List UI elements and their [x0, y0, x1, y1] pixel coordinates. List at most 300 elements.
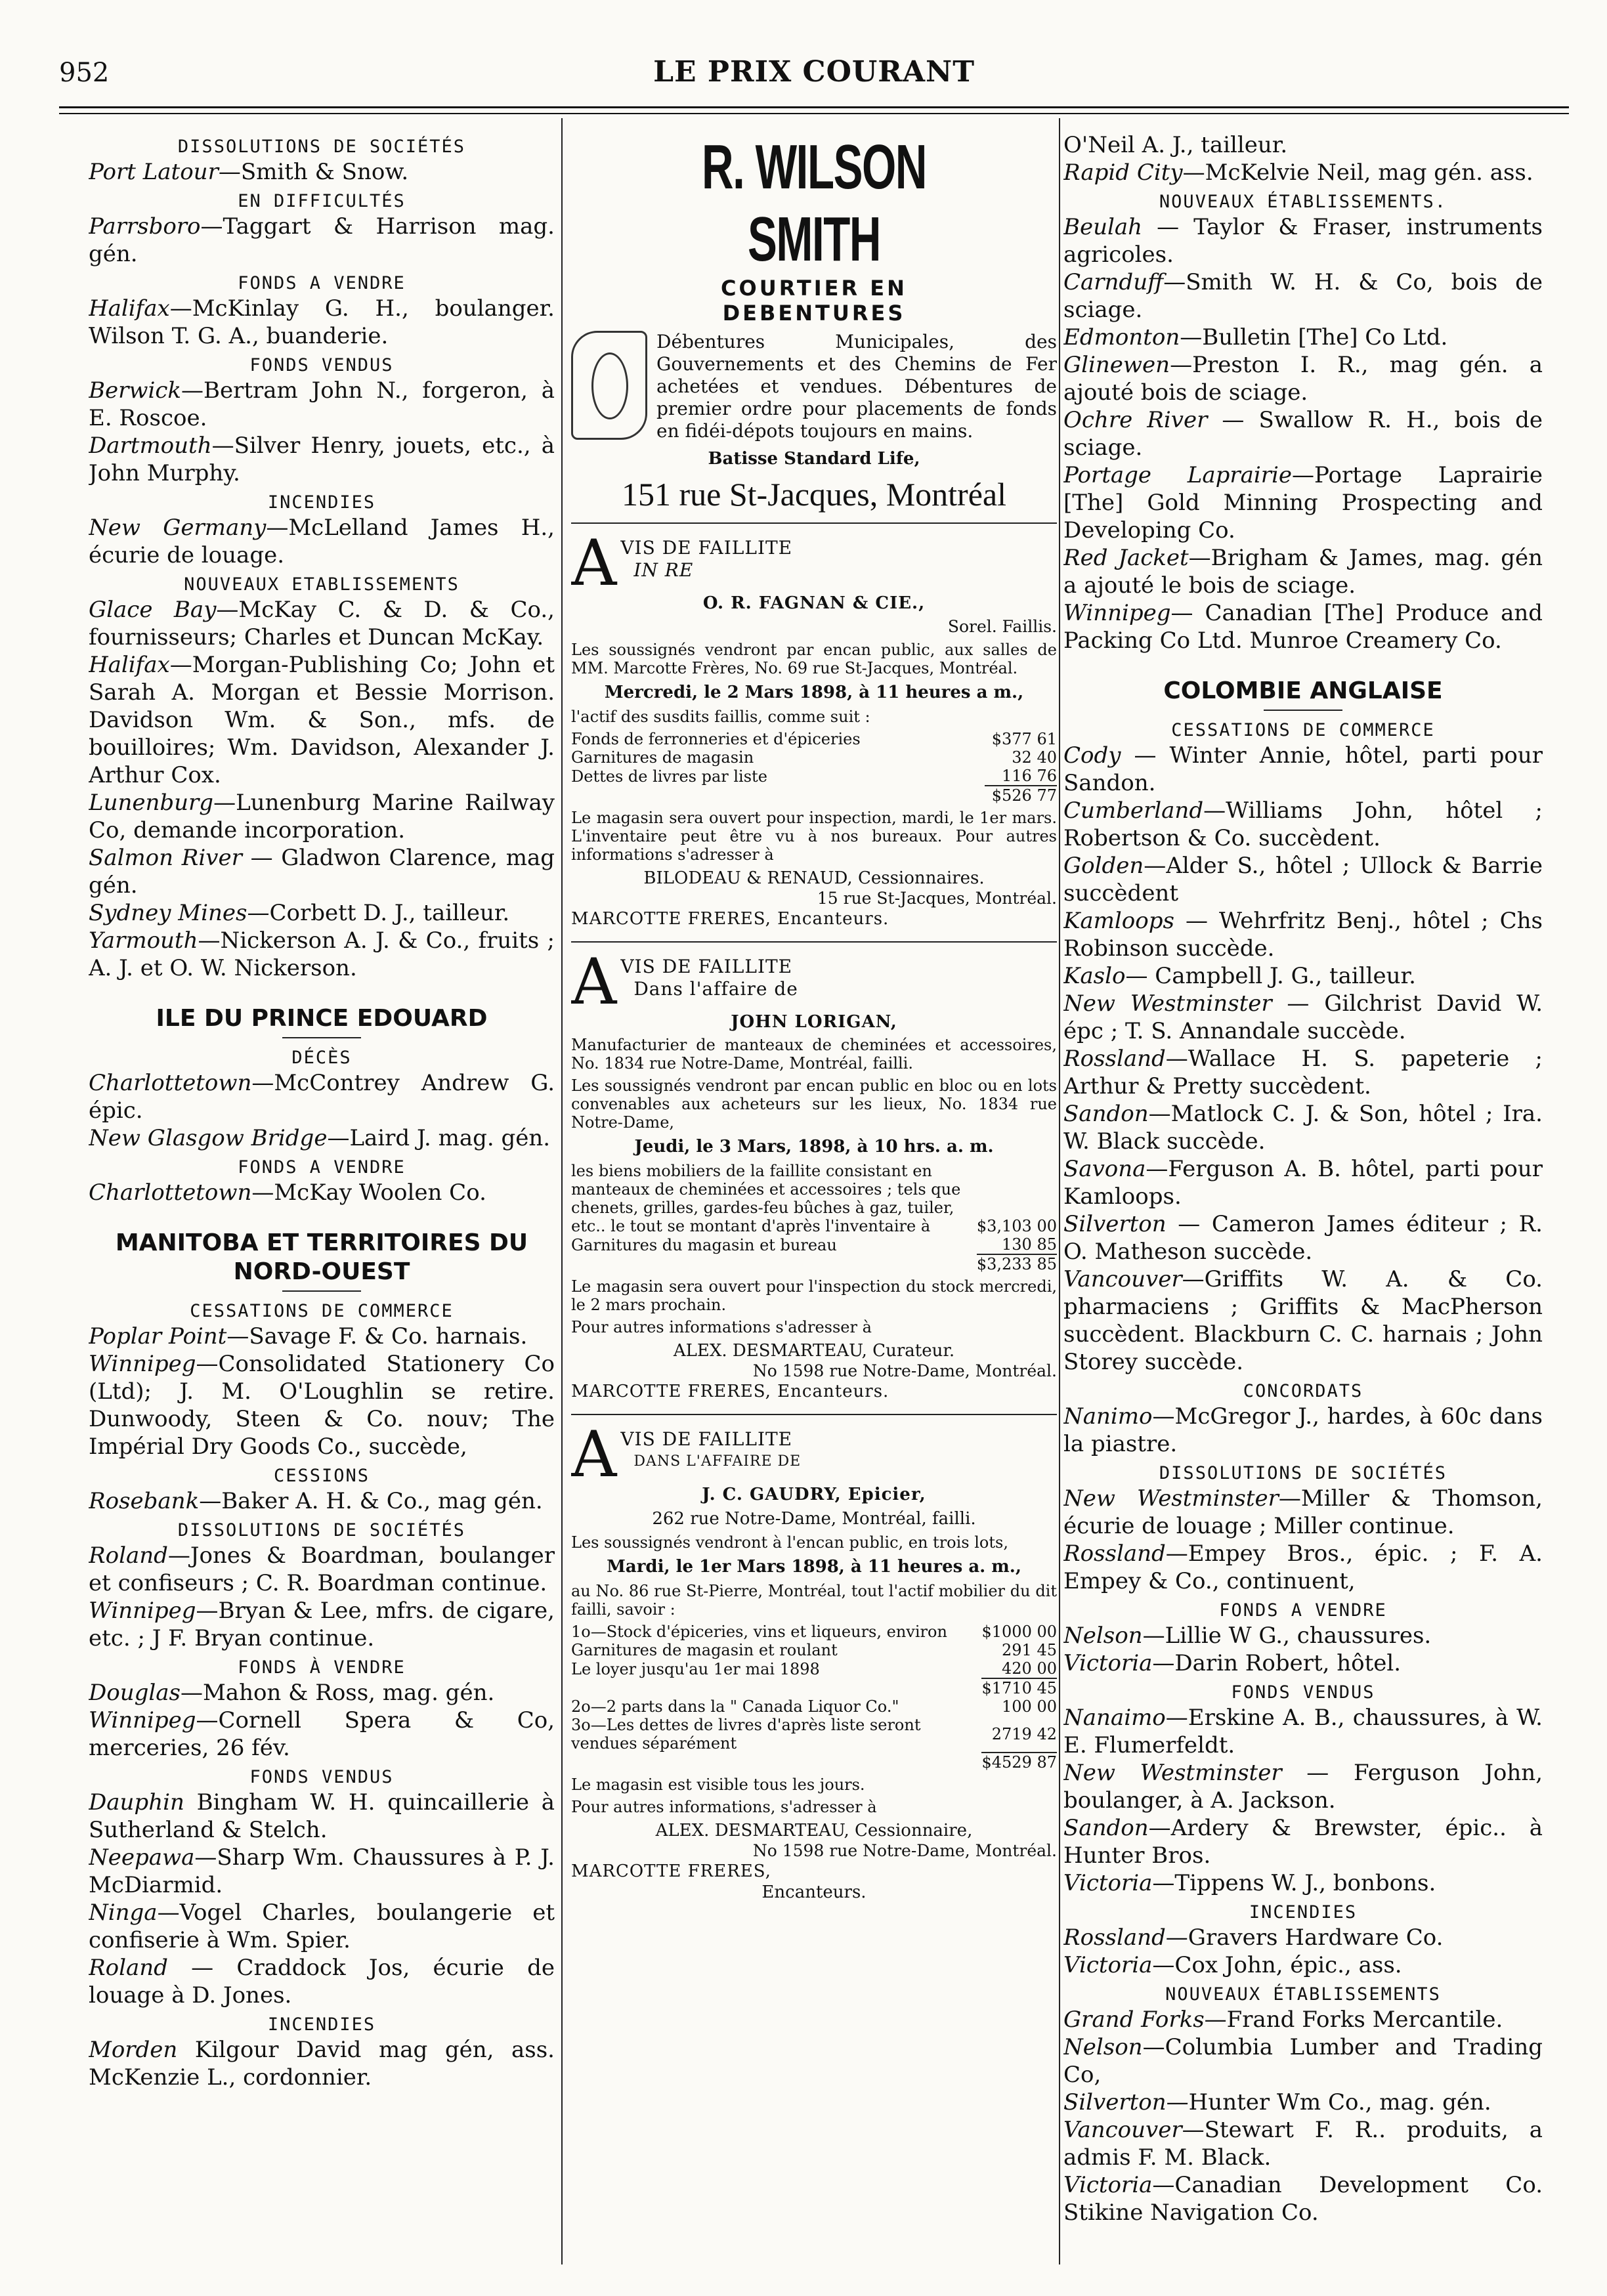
entry-text: —Jones & Boardman, boulanger et confiseurs ; C. R. Boardman continue. [89, 1542, 555, 1596]
place-name: Douglas [89, 1680, 181, 1706]
entry-text: —Corbett D. J., tailleur. [247, 900, 510, 926]
entry-text: —Morgan-Publishing Co; John et Sarah A. Morgan et Bessie Morrison. Davidson Wm. & Son., mfs. de bouilloires; Wm. Davidson, Alexander J. Arthur Cox. [89, 652, 555, 788]
notice-footer: Le magasin sera ouvert pour inspection, mardi, le 1er mars. L'inventaire peut être vu à nos bureaux. Pour autres informations s'adresser à [571, 809, 1057, 864]
listing-entry [1063, 962, 1543, 990]
notice-footer: Le magasin est visible tous les jours. [571, 1775, 865, 1794]
listing-entry [89, 432, 555, 487]
drop-cap: A [571, 1418, 617, 1491]
listing-entry [1063, 1869, 1543, 1897]
place-name: Kaslo [1063, 963, 1126, 989]
auctioneers-title: Encanteurs. [761, 1882, 867, 1902]
entry-text: —Alder S., hôtel ; Ullock & Barrie succèdent [1063, 853, 1543, 906]
ad-address: 151 rue St-Jacques, Montréal [622, 476, 1006, 513]
entry-text: — Wehrfritz Benj., hôtel ; Chs Robinson succède. [1063, 908, 1543, 962]
assignee: ALEX. DESMARTEAU, Cessionnaire, [655, 1821, 973, 1840]
ornament-logo-icon [571, 331, 647, 440]
ad-body-text: Débentures Municipales, des Gouvernements et des Chemins de Fer achetées et vendues. Débentures de premier ordre pour placements de fonds en fidéi-dépots toujours en mains. [656, 331, 1057, 442]
entry-text: — Gilchrist David W. épc ; T. S. Annandale succède. [1063, 990, 1543, 1044]
listing-entry [1063, 742, 1543, 797]
drop-cap: A [571, 945, 617, 1019]
section-caption: INCENDIES [267, 492, 376, 513]
entry-text: —McKelvie Neil, mag gén. ass. [1182, 159, 1533, 186]
place-name: Vancouver [1063, 2117, 1182, 2143]
place-name: Dartmouth [89, 433, 212, 459]
place-name: Sandon [1063, 1815, 1149, 1841]
listing-entry [89, 1487, 555, 1515]
notice-fagnan [571, 526, 1057, 943]
entry-text: —McKay C. & D. & Co., fournisseurs; Charles et Duncan McKay. [89, 597, 555, 650]
asset-label: 1o—Stock d'épiceries, vins et liqueurs, environ [571, 1623, 947, 1641]
place-name: New Westminster [1063, 990, 1272, 1017]
notice-footer-2: Pour autres informations, s'adresser à [571, 1798, 877, 1816]
header-rule [59, 106, 1569, 108]
notice-subheading: IN RE [633, 559, 694, 581]
entry-text: —Miller & Thomson, écurie de louage ; Miller continue. [1063, 1485, 1543, 1539]
entry-text: — Taylor & Fraser, instruments agricoles. [1063, 214, 1543, 268]
entry-text: —Griffits W. A. & Co. pharmaciens ; Griffits & MacPherson succèdent. Blackburn C. C. harnais ; John Storey succède. [1063, 1266, 1543, 1375]
listing-entry [89, 1179, 555, 1206]
place-name: Cody [1063, 742, 1121, 769]
listing-entry [1063, 1704, 1543, 1759]
notice-gaudry [571, 1418, 1057, 1915]
listing-entry [1063, 1759, 1543, 1814]
bankrupt-place: 262 rue Notre-Dame, Montréal, failli. [652, 1509, 976, 1529]
entry-text: —Gravers Hardware Co. [1165, 1924, 1444, 1951]
asset-value: 130 85 [1002, 1235, 1057, 1254]
section-caption: CESSATIONS DE COMMERCE [190, 1301, 454, 1321]
heading-rule [282, 1290, 361, 1292]
asset-value: 100 00 [1002, 1697, 1057, 1716]
listing-entry [1063, 1155, 1543, 1210]
entry-text: —Ardery & Brewster, épic.. à Hunter Bros. [1063, 1815, 1543, 1869]
entry-text: —Stewart F. R.. produits, a admis F. M. Black. [1063, 2117, 1543, 2171]
ad-subtitle-2: DEBENTURES [722, 301, 906, 326]
place-name: Rossland [1063, 1046, 1166, 1072]
entry-text: — Gladwon Clarence, mag gén. [89, 845, 555, 899]
place-name: Grand Forks [1063, 2007, 1205, 2033]
section-caption: DÉCÈS [291, 1048, 352, 1068]
listing-entry [89, 1597, 555, 1652]
listing-entry [1063, 1045, 1543, 1100]
listing-entry [1063, 544, 1543, 599]
section-caption: NOUVEAUX ETABLISSEMENTS [184, 574, 460, 595]
place-name: New Germany [89, 515, 267, 541]
asset-total: $3,233 85 [976, 1255, 1057, 1273]
listing-entry [1063, 159, 1543, 186]
place-name: Glace Bay [89, 597, 217, 623]
entry-text: —McKinlay G. H., boulanger. Wilson T. G. A., buanderie. [89, 295, 555, 349]
place-name: Kamloops [1063, 908, 1174, 934]
entry-text: —Lunenburg Marine Railway Co, demande incorporation. [89, 790, 555, 843]
entry-text: —McContrey Andrew G. épic. [89, 1070, 555, 1124]
place-name: Nanimo [1063, 1403, 1153, 1430]
place-name: Roland [89, 1542, 168, 1569]
asset-value: 420 00 [1002, 1659, 1057, 1678]
bankrupt-name: O. R. FAGNAN & CIE., [702, 593, 926, 613]
section-caption: FONDS VENDUS [249, 355, 394, 375]
entry-text: O'Neil A. J., tailleur. [1063, 132, 1288, 158]
notice-footer: Le magasin sera ouvert pour l'inspection du stock mercredi, le 2 mars prochain. [571, 1277, 1057, 1314]
entry-text: —Hunter Wm Co., mag. gén. [1166, 2089, 1491, 2115]
region-heading: MANITOBA ET TERRITOIRES DU NORD-OUEST [115, 1229, 528, 1285]
entry-text: Bingham W. H. quincaillerie à Sutherland & Stelch. [89, 1789, 555, 1843]
entry-text: —Columbia Lumber and Trading Co, [1063, 2034, 1543, 2088]
entry-text: —Silver Henry, jouets, etc., à John Murphy. [89, 433, 555, 486]
place-name: Parrsboro [89, 213, 201, 240]
curator: ALEX. DESMARTEAU, Curateur. [673, 1341, 955, 1361]
notice-desc: les biens mobiliers de la faillite consistant en manteaux de cheminées et accessoires ; tels que chenets, grilles, gardes-feu bûches à gaz, tuiler, etc.. le tout se montant d'après l'inventaire à [571, 1162, 961, 1235]
place-name: Lunenburg [89, 790, 214, 816]
entry-text: — Swallow R. H., bois de sciage. [1063, 407, 1543, 461]
listing-entry [89, 1323, 555, 1350]
asset-value: 2719 42 [991, 1724, 1057, 1743]
asset-label: Garnitures de magasin [571, 748, 754, 767]
place-name: Portage Laprairie [1063, 462, 1292, 488]
listing-entry [89, 789, 555, 844]
place-name: Cumberland [1063, 797, 1204, 824]
asset-label: 2o—2 parts dans la " Canada Liquor Co." [571, 1697, 899, 1716]
listing-entry [89, 377, 555, 432]
listing-entry [89, 1542, 555, 1597]
listing-entry [89, 1124, 555, 1152]
place-name: Charlottetown [89, 1180, 252, 1206]
asset-label: Garnitures du magasin et bureau [571, 1235, 837, 1254]
place-name: Silverton [1063, 2089, 1167, 2115]
section-caption: DISSOLUTIONS DE SOCIÉTÉS [177, 137, 466, 157]
asset-label: Garnitures de magasin et roulant [571, 1641, 838, 1659]
listing-entry [1063, 351, 1543, 406]
auctioneers: MARCOTTE FRERES, [571, 1861, 771, 1881]
section-caption: NOUVEAUX ÉTABLISSEMENTS. [1159, 192, 1447, 212]
header-rule-thin [59, 113, 1569, 114]
assignee-address: No 1598 rue Notre-Dame, Montréal. [752, 1841, 1057, 1860]
listing-entry [89, 1899, 555, 1954]
place-name: Red Jacket [1063, 545, 1189, 571]
asset-label [571, 786, 985, 805]
asset-table [571, 1623, 1057, 1772]
place-name: New Glasgow Bridge [89, 1125, 328, 1151]
place-name: Victoria [1063, 2172, 1153, 2198]
entry-text: —Erskine A. B., chaussures, à W. E. Flumerfeldt. [1063, 1705, 1543, 1758]
listing-entry [89, 2036, 555, 2091]
sale-date: Mardi, le 1er Mars 1898, à 11 heures a. m., [607, 1557, 1021, 1577]
asset-label [571, 1753, 981, 1772]
section-caption: DISSOLUTIONS DE SOCIÉTÉS [1159, 1463, 1447, 1483]
asset-value: 291 45 [1002, 1641, 1057, 1659]
place-name: Nelson [1063, 1623, 1143, 1649]
notice-subheading: DANS L'AFFAIRE DE [633, 1453, 802, 1470]
notice-footer-2: Pour autres informations s'adresser à [571, 1318, 872, 1336]
asset-value: $377 61 [991, 730, 1057, 748]
listing-entry [89, 1954, 555, 2009]
listing-entry [89, 1350, 555, 1460]
sale-date: Mercredi, le 2 Mars 1898, à 11 heures a m., [604, 683, 1024, 702]
section-caption: NOUVEAUX ÉTABLISSEMENTS [1165, 1984, 1441, 2005]
page-number: 952 [59, 58, 110, 88]
place-name: Neepawa [89, 1844, 195, 1871]
entry-text: —Canadian Development Co. Stikine Navigation Co. [1063, 2172, 1543, 2226]
listing-entry [1063, 852, 1543, 907]
entry-text: — Canadian [The] Produce and Packing Co Ltd. Munroe Creamery Co. [1063, 600, 1543, 654]
entry-text: — Ferguson John, boulanger, à A. Jackson. [1063, 1760, 1543, 1814]
listing-entry [1063, 1485, 1543, 1540]
place-name: Rapid City [1063, 159, 1183, 186]
curator-address: No 1598 rue Notre-Dame, Montréal. [752, 1361, 1057, 1380]
entry-text: —Williams John, hôtel ; Robertson & Co. succèdent. [1063, 797, 1543, 851]
ad-building: Batisse Standard Life, [708, 449, 920, 469]
entry-text: —Cornell Spera & Co, merceries, 26 fév. [89, 1707, 555, 1761]
place-name: Edmonton [1063, 324, 1180, 351]
drop-cap: A [571, 526, 617, 600]
listing-entry [1063, 2171, 1543, 2226]
entry-text: —Sharp Wm. Chaussures à P. J. McDiarmid. [89, 1844, 555, 1898]
heading-rule [282, 1037, 361, 1038]
listing-entry [1063, 406, 1543, 461]
section-caption: INCENDIES [267, 2014, 376, 2035]
section-caption: FONDS VENDUS [1231, 1682, 1375, 1703]
listing-entry [89, 1069, 555, 1124]
listing-entry [89, 927, 555, 982]
place-name: Berwick [89, 377, 181, 404]
page-header [59, 51, 1569, 104]
section-caption: FONDS VENDUS [249, 1767, 394, 1787]
notice-intro: Les soussignés vendront à l'encan public, en trois lots, [571, 1533, 1008, 1552]
bankrupt-place: Sorel. Faillis. [947, 617, 1057, 636]
asset-value: $1000 00 [981, 1623, 1057, 1641]
notice-heading: VIS DE FAILLITE [620, 1428, 793, 1450]
running-title: LE PRIX COURANT [653, 55, 975, 89]
listing-entry [1063, 1951, 1543, 1979]
section-caption: DISSOLUTIONS DE SOCIÉTÉS [177, 1520, 466, 1541]
listing-entry [89, 596, 555, 651]
place-name: New Westminster [1063, 1760, 1282, 1786]
column-divider [561, 118, 563, 2264]
place-name: Silverton [1063, 1211, 1167, 1237]
section-caption: FONDS A VENDRE [238, 273, 406, 293]
entry-text: —Empey Bros., épic. ; F. A. Empey & Co., continuent, [1063, 1541, 1543, 1594]
entry-text: Kilgour David mag gén, ass. McKenzie L., cordonnier. [89, 2037, 555, 2091]
place-name: Ninga [89, 1900, 158, 1926]
auctioneers: MARCOTTE FRERES, Encanteurs. [571, 909, 889, 929]
entry-text: —Preston I. R., mag gén. a ajouté bois de sciage. [1063, 352, 1543, 406]
entry-text: —Vogel Charles, boulangerie et confiserie à Wm. Spier. [89, 1900, 555, 1953]
place-name: Beulah [1063, 214, 1143, 240]
listing-entry [1063, 131, 1543, 159]
listing-entry [1063, 2089, 1543, 2116]
bankrupt-name: JOHN LORIGAN, [731, 1012, 897, 1032]
listing-entry [89, 158, 555, 186]
entry-text: —Savage F. & Co. harnais. [226, 1323, 528, 1350]
place-name: Winnipeg [89, 1598, 196, 1624]
place-name: Victoria [1063, 1650, 1153, 1676]
place-name: Nelson [1063, 2034, 1143, 2060]
entry-text: —Consolidated Stationery Co (Ltd); J. M. O'Loughlin se retire. Dunwoody, Steen & Co. nouv; The Impérial Dry Goods Co., succède, [89, 1351, 555, 1460]
asset-label: 3o—Les dettes de livres d'après liste seront vendues séparément [571, 1716, 921, 1753]
listing-entry [1063, 1924, 1543, 1951]
entry-text: —Bryan & Lee, mfrs. de cigare, etc. ; J F. Bryan continue. [89, 1598, 555, 1651]
place-name: Morden [89, 2037, 178, 2063]
asset-value: 116 76 [1002, 767, 1057, 785]
entry-text: — Craddock Jos, écurie de louage à D. Jones. [89, 1955, 555, 2009]
place-name: Sandon [1063, 1101, 1149, 1127]
asset-value: 32 40 [1012, 748, 1057, 767]
entry-text: —Mahon & Ross, mag. gén. [180, 1680, 495, 1706]
place-name: Ochre River [1063, 407, 1208, 433]
asset-table [571, 730, 1057, 805]
listing-entry [1063, 1622, 1543, 1649]
section-caption: FONDS A VENDRE [1219, 1600, 1387, 1621]
advertisement-wilson-smith [571, 131, 1057, 524]
place-name: Golden [1063, 853, 1144, 879]
entry-text: —Baker A. H. & Co., mag gén. [199, 1488, 543, 1514]
asset-total: $4529 87 [981, 1753, 1057, 1772]
auctioneers: MARCOTTE FRERES, Encanteurs. [571, 1382, 889, 1401]
listing-entry [1063, 268, 1543, 324]
entry-text: —McLelland James H., écurie de louage. [89, 515, 555, 568]
place-name: Nanaimo [1063, 1705, 1166, 1731]
entry-text: —Bulletin [The] Co Ltd. [1180, 324, 1448, 351]
entry-text: — Campbell J. G., tailleur. [1125, 963, 1416, 989]
entry-text: —Bertram John N., forgeron, à E. Roscoe. [89, 377, 555, 431]
asset-table [571, 1162, 1057, 1273]
listing-entry [1063, 907, 1543, 962]
entry-text: —Tippens W. J., bonbons. [1152, 1870, 1436, 1896]
place-name: Poplar Point [89, 1323, 227, 1350]
listing-entry [89, 1679, 555, 1707]
listing-entry [1063, 461, 1543, 544]
entry-text: —Portage Laprairie [The] Gold Minning Prospecting and Developing Co. [1063, 462, 1543, 543]
notice-desc: l'actif des susdits faillis, comme suit : [571, 708, 870, 726]
entry-text: —Wallace H. S. papeterie ; Arthur & Pretty succèdent. [1063, 1046, 1543, 1099]
section-caption: FONDS À VENDRE [238, 1657, 406, 1678]
entry-text: — Cameron James éditeur ; R. O. Matheson succède. [1063, 1211, 1543, 1265]
assignee: BILODEAU & RENAUD, Cessionnaires. [643, 868, 985, 888]
region-heading: COLOMBIE ANGLAISE [1163, 677, 1443, 704]
listing-entry [1063, 1403, 1543, 1458]
listing-entry [1063, 1265, 1543, 1376]
entry-text: —Frand Forks Mercantile. [1204, 2007, 1503, 2033]
assignee-address: 15 rue St-Jacques, Montréal. [817, 889, 1057, 908]
place-name: Halifax [89, 295, 170, 322]
asset-value: $3,103 00 [976, 1217, 1057, 1235]
listing-entry [1063, 2116, 1543, 2171]
asset-label: Dettes de livres par liste [571, 767, 767, 786]
entry-text: —Brigham & James, mag. gén a ajouté le bois de sciage. [1063, 545, 1543, 599]
listing-entry [1063, 797, 1543, 852]
place-name: Winnipeg [1063, 600, 1171, 626]
place-name: Carnduff [1063, 269, 1164, 295]
place-name: Glinewen [1063, 352, 1170, 378]
notice-intro: Manufacturier de manteaux de cheminées et accessoires, No. 1834 rue Notre-Dame, Montréal, failli. [571, 1036, 1057, 1073]
listing-entry [89, 514, 555, 569]
listing-entry [1063, 1100, 1543, 1155]
entry-text: —Cox John, épic., ass. [1152, 1952, 1402, 1978]
place-name: Halifax [89, 652, 170, 678]
listing-entry [89, 1789, 555, 1844]
listing-entry [89, 1844, 555, 1899]
asset-label [571, 1678, 981, 1697]
column-middle [571, 131, 1057, 2271]
place-name: Rossland [1063, 1541, 1166, 1567]
listing-entry [89, 651, 555, 789]
place-name: Victoria [1063, 1952, 1153, 1978]
place-name: Sydney Mines [89, 900, 247, 926]
place-name: Rossland [1063, 1924, 1166, 1951]
notice-subheading: Dans l'affaire de [633, 978, 798, 1000]
entry-text: —Matlock C. J. & Son, hôtel ; Ira. W. Black succède. [1063, 1101, 1543, 1155]
entry-text: — Winter Annie, hôtel, parti pour Sandon. [1063, 742, 1543, 796]
place-name: Yarmouth [89, 927, 198, 954]
notice-desc: au No. 86 rue St-Pierre, Montréal, tout l'actif mobilier du dit failli, savoir : [571, 1582, 1057, 1619]
section-caption: CESSATIONS DE COMMERCE [1171, 720, 1435, 740]
place-name: Vancouver [1063, 1266, 1182, 1292]
bankrupt-name: J. C. GAUDRY, Epicier, [702, 1485, 926, 1504]
entry-text: —Taggart & Harrison mag. gén. [89, 213, 555, 267]
notice-heading: VIS DE FAILLITE [620, 956, 793, 977]
notice-p2: Les soussignés vendront par encan public en bloc ou en lots convenables aux acheteurs sur les lieux, No. 1834 rue Notre-Dame, [571, 1076, 1057, 1132]
asset-label: Le loyer jusqu'au 1er mai 1898 [571, 1659, 820, 1678]
section-caption: CESSIONS [273, 1466, 370, 1486]
heading-rule [1264, 710, 1342, 711]
column-divider [1059, 118, 1060, 2264]
entry-text: —Smith & Snow. [218, 159, 409, 185]
notice-heading: VIS DE FAILLITE [620, 537, 793, 559]
entry-text: —McGregor J., hardes, à 60c dans la piastre. [1063, 1403, 1543, 1457]
listing-entry [89, 844, 555, 899]
section-caption: EN DIFFICULTÉS [238, 191, 406, 211]
listing-entry [1063, 1814, 1543, 1869]
place-name: New Westminster [1063, 1485, 1279, 1512]
place-name: Rosebank [89, 1488, 200, 1514]
listing-entry [1063, 2006, 1543, 2033]
entry-text: —McKay Woolen Co. [251, 1180, 486, 1206]
listing-entry [89, 213, 555, 268]
listing-entry [1063, 213, 1543, 268]
sale-date: Jeudi, le 3 Mars, 1898, à 10 hrs. a. m. [634, 1137, 994, 1157]
place-name: Dauphin [89, 1789, 184, 1816]
asset-label: Fonds de ferronneries et d'épiceries [571, 730, 861, 748]
listing-entry [1063, 1649, 1543, 1677]
place-name: Victoria [1063, 1870, 1153, 1896]
place-name: Winnipeg [89, 1351, 196, 1377]
place-name: Winnipeg [89, 1707, 196, 1733]
section-caption: CONCORDATS [1243, 1381, 1363, 1401]
listing-entry [1063, 990, 1543, 1045]
listing-entry [89, 1707, 555, 1762]
column-left [89, 131, 555, 2271]
region-heading: ILE DU PRINCE EDOUARD [156, 1005, 488, 1032]
asset-total: $1710 45 [981, 1679, 1057, 1697]
entry-text: —Ferguson A. B. hôtel, parti pour Kamloops. [1063, 1156, 1543, 1210]
asset-total: $526 77 [985, 786, 1057, 805]
listing-entry [89, 295, 555, 350]
listing-entry [1063, 1210, 1543, 1265]
notice-intro: Les soussignés vendront par encan public, aux salles de MM. Marcotte Frères, No. 69 rue St-Jacques, Montréal. [571, 641, 1057, 677]
place-name: Savona [1063, 1156, 1146, 1182]
listing-entry [1063, 599, 1543, 654]
entry-text: —Lillie W G., chaussures. [1142, 1623, 1432, 1649]
entry-text: —Smith W. H. & Co, bois de sciage. [1063, 269, 1543, 323]
notice-lorigan [571, 945, 1057, 1415]
ad-subtitle: COURTIER EN [721, 276, 907, 301]
section-caption: INCENDIES [1249, 1902, 1358, 1923]
section-caption: FONDS A VENDRE [238, 1157, 406, 1178]
place-name: Roland [89, 1955, 168, 1981]
entry-text: —Laird J. mag. gén. [327, 1125, 551, 1151]
listing-entry [89, 899, 555, 927]
listing-entry [1063, 324, 1543, 351]
listing-entry [1063, 1540, 1543, 1595]
